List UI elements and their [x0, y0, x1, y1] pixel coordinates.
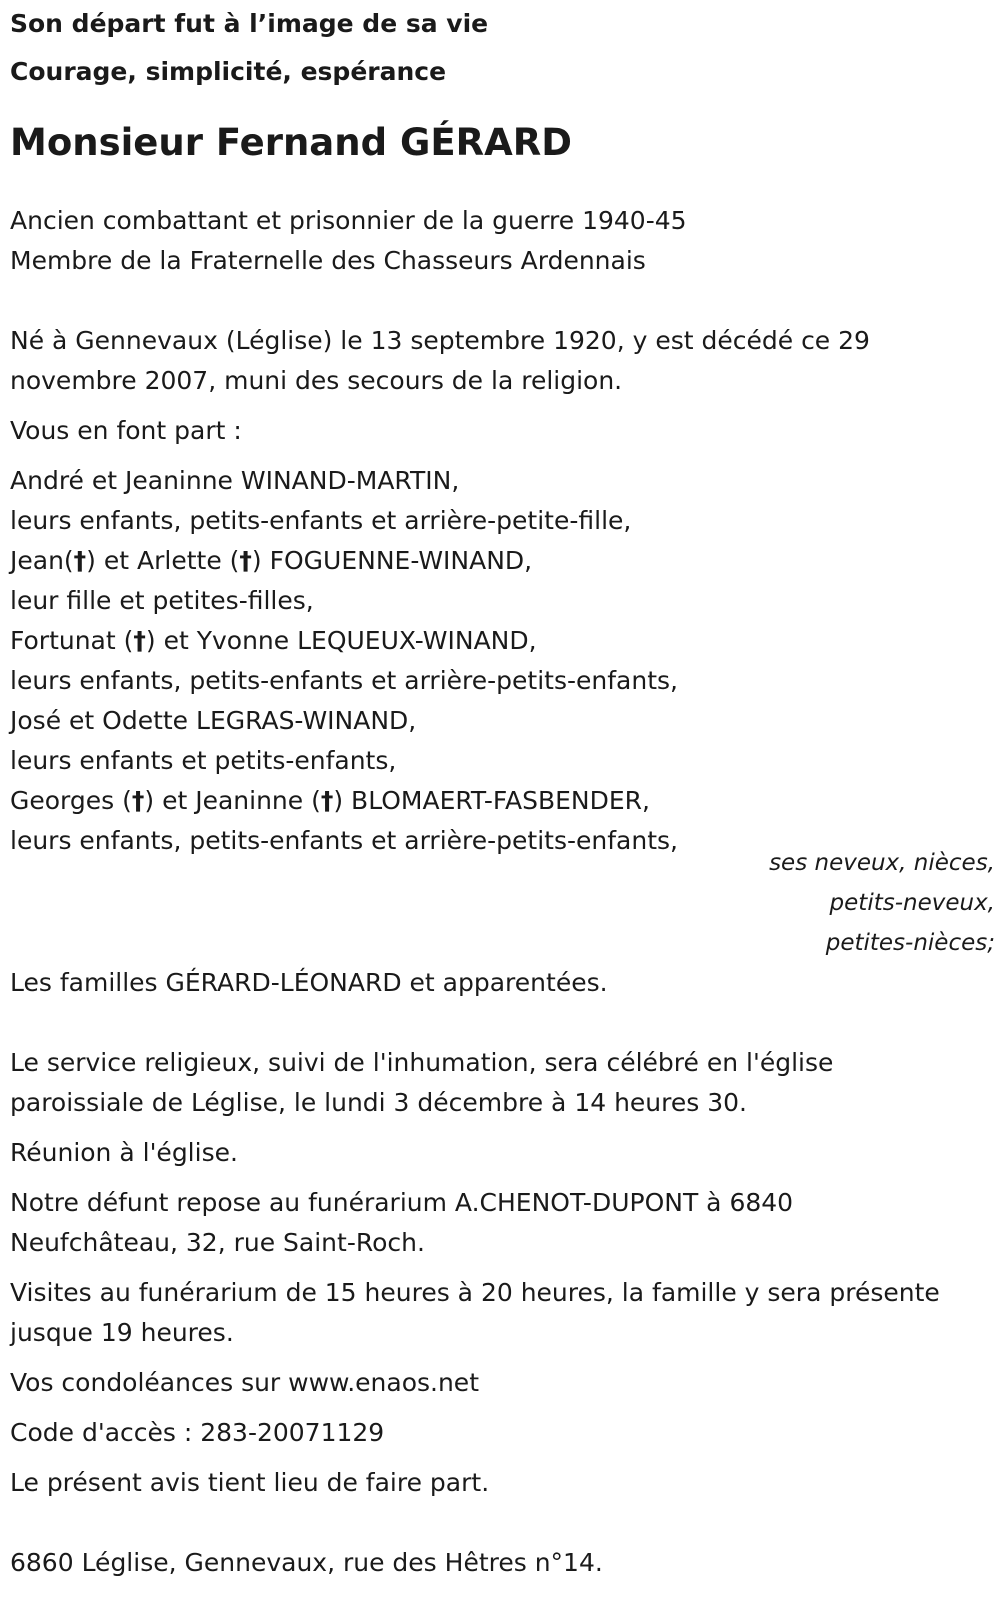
- family-text: ) FOGUENNE-WINAND,: [251, 546, 533, 575]
- funeral-home-line-1: Notre défunt repose au funérarium A.CHENOT-DUPONT à 6840: [10, 1188, 794, 1217]
- relatives-block: [10, 843, 995, 963]
- families-line: Les familles GÉRARD-LÉONARD et apparentées.: [10, 968, 608, 997]
- family-list: [10, 461, 990, 861]
- family-text: ) BLOMAERT-FASBENDER,: [333, 786, 650, 815]
- announce-line: Vous en font part :: [10, 416, 242, 445]
- address-line: 6860 Léglise, Gennevaux, rue des Hêtres n°14.: [10, 1548, 603, 1577]
- family-text: ) et Yvonne LEQUEUX-WINAND,: [145, 626, 537, 655]
- deceased-name: Monsieur Fernand GÉRARD: [10, 121, 572, 164]
- family-text: leurs enfants, petits-enfants et arrière-petits-enfants,: [10, 666, 678, 695]
- family-text: Fortunat (: [10, 626, 134, 655]
- funeral-home-paragraph: [10, 1183, 990, 1263]
- birth-death-paragraph: [10, 321, 990, 401]
- meeting-line: Réunion à l'église.: [10, 1138, 238, 1167]
- family-line-8: [10, 741, 990, 781]
- family-text: ) et Arlette (: [86, 546, 240, 575]
- title-line-1: Ancien combattant et prisonnier de la guerre 1940-45: [10, 206, 687, 235]
- cross-icon: †: [133, 626, 146, 655]
- cross-icon: †: [73, 546, 87, 575]
- visits-line-1: Visites au funérarium de 15 heures à 20 heures, la famille y sera présente: [10, 1278, 940, 1307]
- family-text: leurs enfants, petits-enfants et arrière-petite-fille,: [10, 506, 632, 535]
- birth-death-line-2: novembre 2007, muni des secours de la religion.: [10, 366, 623, 395]
- family-text: leurs enfants, petits-enfants et arrière-petits-enfants,: [10, 826, 678, 855]
- service-line-1: Le service religieux, suivi de l'inhumation, sera célébré en l'église: [10, 1048, 834, 1077]
- family-text: José et Odette LEGRAS-WINAND,: [10, 706, 417, 735]
- motto-line-2: Courage, simplicité, espérance: [10, 57, 447, 86]
- obituary-document: [10, 0, 995, 1583]
- relatives-line-2: petits-neveux,: [829, 890, 995, 916]
- cross-icon: †: [320, 786, 334, 815]
- visits-paragraph: [10, 1273, 990, 1353]
- family-text: leur fille et petites-filles,: [10, 586, 314, 615]
- family-line-2: [10, 501, 990, 541]
- relatives-line-3: petites-nièces;: [825, 930, 995, 956]
- family-text: ) et Jeaninne (: [144, 786, 321, 815]
- visits-line-2: jusque 19 heures.: [10, 1318, 234, 1347]
- condolences-line: Vos condoléances sur www.enaos.net: [10, 1368, 479, 1397]
- family-line-4: [10, 581, 990, 621]
- family-text: Georges (: [10, 786, 132, 815]
- family-line-9: [10, 781, 990, 821]
- family-line-6: [10, 661, 990, 701]
- title-line-2: Membre de la Fraternelle des Chasseurs Ardennais: [10, 246, 646, 275]
- family-text: Jean(: [10, 546, 74, 575]
- birth-death-line-1: Né à Gennevaux (Léglise) le 13 septembre 1920, y est décédé ce 29: [10, 326, 870, 355]
- access-code-line: Code d'accès : 283-20071129: [10, 1418, 385, 1447]
- service-paragraph: [10, 1043, 990, 1123]
- family-line-7: [10, 701, 990, 741]
- funeral-home-line-2: Neufchâteau, 32, rue Saint-Roch.: [10, 1228, 425, 1257]
- deceased-titles: [10, 201, 990, 281]
- family-line-3: [10, 541, 990, 581]
- motto-line-1: Son départ fut à l’image de sa vie: [10, 9, 489, 38]
- relatives-line-1: ses neveux, nièces,: [769, 850, 995, 876]
- cross-icon: †: [131, 786, 145, 815]
- service-line-2: paroissiale de Léglise, le lundi 3 décembre à 14 heures 30.: [10, 1088, 747, 1117]
- cross-icon: †: [239, 546, 252, 575]
- family-line-5: [10, 621, 990, 661]
- family-text: leurs enfants et petits-enfants,: [10, 746, 397, 775]
- notice-line: Le présent avis tient lieu de faire part.: [10, 1468, 490, 1497]
- family-text: André et Jeaninne WINAND-MARTIN,: [10, 466, 460, 495]
- family-line-1: [10, 461, 990, 501]
